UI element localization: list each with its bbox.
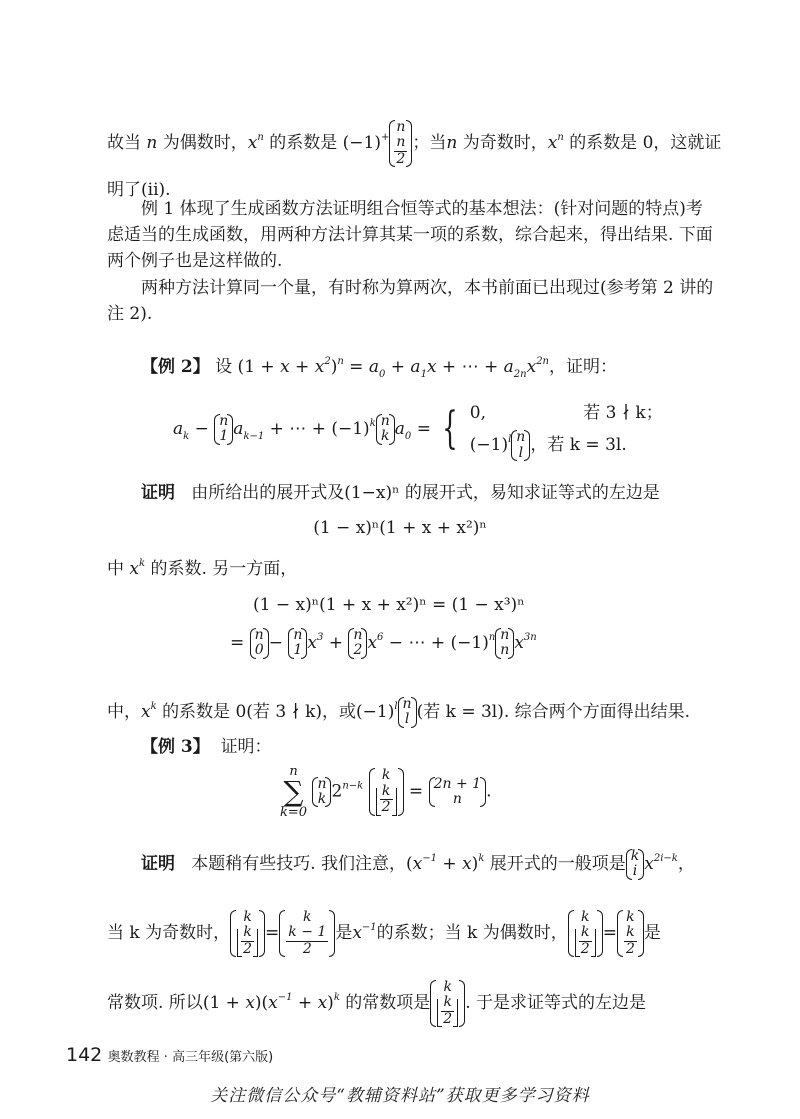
proof-2-expr-3: = n 0 − n 1 $x^3$ + n 2 $x^6$ − ⋯ + $(-1)^n$ n n $x^{3n}$ bbox=[230, 627, 537, 659]
para-2-line-2: 虑适当的生成函数，用两种方法计算其某一项的系数，综合起来，得出结果. 下面 bbox=[107, 225, 713, 245]
proof-2-line-3: 中，$x^k$ 的系数是 0(若 3 ∤ k)，或$(-1)^l$ n l (若 k = 3l). 综合两个方面得出结果. bbox=[107, 696, 691, 728]
para-1-line-1: 故当 n 为偶数时，$x^n$ 的系数是 (−1)+ n n 2 ；当n 为奇数时，$x^n$ 的系数是 0，这就证 bbox=[107, 119, 722, 167]
proof-2-expr-2: (1 − x)ⁿ(1 + x + x²)ⁿ = (1 − x³)ⁿ bbox=[253, 595, 525, 615]
book-title: 奥数教程 · 高三年级(第六版) bbox=[107, 1050, 274, 1065]
proof-3-line-3: 常数项. 所以$(1 + x)(x^{-1} + x)^k$ 的常数项是 k k 2 . 于是求证等式的左边是 bbox=[107, 979, 647, 1027]
proof-3-label: 证明 bbox=[141, 853, 175, 874]
proof-2-expr-1: (1 − x)ⁿ(1 + x + x²)ⁿ bbox=[313, 518, 487, 538]
para-1-line-2: 明了(ii). bbox=[107, 180, 171, 200]
example-2-label: 【例 2】 bbox=[141, 357, 210, 377]
proof-3-line-2: 当 k 为奇数时， k k 2 = k k − 1 2 是$x^{-1}$的系数；当 k 为偶数时， k k 2 = k k 2 是 bbox=[107, 909, 661, 957]
para-2-line-1: 例 1 体现了生成函数方法证明组合恒等式的基本想法：(针对问题的特点)考 bbox=[141, 199, 703, 219]
proof-3-line-1: 证明 本题稍有些技巧. 我们注意，$(x^{-1} + x)^k$ 展开式的一般项是 k i $x^{2i-k}$， bbox=[141, 848, 695, 880]
page-number: 142 bbox=[66, 1044, 103, 1066]
proof-2-line-1: 证明 由所给出的展开式及(1−x)ⁿ 的展开式，易知求证等式的左边是 bbox=[141, 483, 660, 503]
example-3-label: 【例 3】 bbox=[141, 737, 210, 757]
para-3-line-2: 注 2). bbox=[107, 304, 153, 324]
watermark-text: 关注微信公众号“教辅资料站”获取更多学习资料 bbox=[210, 1086, 590, 1106]
cases-block: 0, 若 3 ∤ k； $(-1)^l$ n l ，若 k = 3l. bbox=[469, 403, 663, 461]
para-3-line-1: 两种方法计算同一个量，有时称为算两次，本书前面已出现过(参考第 2 讲的 bbox=[141, 278, 714, 298]
example-2-formula: $a_k$ − n 1 $a_{k-1}$ + ⋯ + $(-1)^k$ n k $a_0$ = { 0, 若 3 ∤ k； $(-1)^l$ n l ，若 k = 3l. bbox=[173, 397, 663, 462]
cases-brace: { bbox=[442, 403, 459, 455]
example-3-formula: n ∑ k=0 n k $2^{n-k}$ k k 2 = 2n + 1 n . bbox=[280, 764, 492, 820]
example-2-statement: 【例 2】 设 $(1 + x + x^2)^n = a_0 + a_1x$ + ⋯ + $a_{2n}x^{2n}$，证明： bbox=[141, 356, 617, 380]
binom-n-half: n n 2 bbox=[389, 120, 412, 167]
page-footer bbox=[66, 1046, 273, 1065]
para-2-line-3: 两个例子也是这样做的. bbox=[107, 251, 283, 271]
proof-2-label: 证明 bbox=[141, 483, 175, 503]
proof-2-line-2: 中 $x^k$ 的系数. 另一方面， bbox=[107, 558, 298, 579]
example-3-statement: 【例 3】 证明： bbox=[141, 737, 272, 757]
